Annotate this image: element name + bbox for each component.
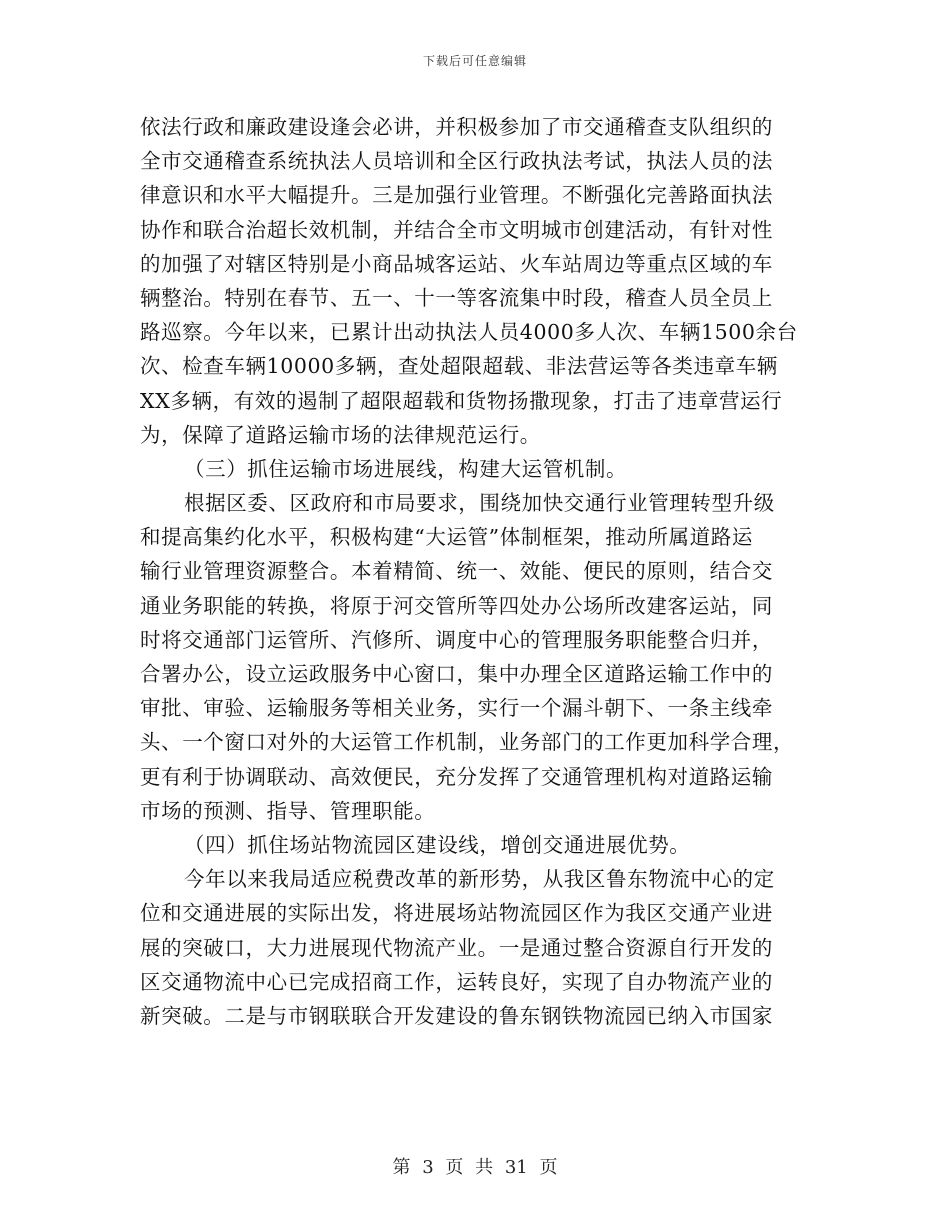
text-line: 次、检查车辆10000多辆，查处超限超载、非法营运等各类违章车辆 <box>140 354 778 379</box>
text-line: 时将交通部门运管所、汽修所、调度中心的管理服务职能整合归并， <box>140 627 773 652</box>
text-line: 根据区委、区政府和市局要求，围绕加快交通行业管理转型升级 <box>184 491 775 516</box>
text-line: （三）抓住运输市场进展线，构建大运管机制。 <box>184 456 628 481</box>
text-line: 输行业管理资源整合。本着精简、统一、效能、便民的原则，结合交 <box>140 559 773 584</box>
text-line: 为，保障了道路运输市场的法律规范运行。 <box>140 422 541 447</box>
text-line: 辆整治。特别在春节、五一、十一等客流集中时段，稽查人员全员上 <box>140 285 773 310</box>
text-line: 市场的预测、指导、管理职能。 <box>140 798 436 823</box>
text-line: 路巡察。今年以来，已累计出动执法人员4000多人次、车辆1500余台 <box>140 320 798 345</box>
text-line: 位和交通进展的实际出发，将进展场站物流园区作为我区交通产业进 <box>140 901 773 926</box>
text-line: （四）抓住场站物流园区建设线，增创交通进展优势。 <box>184 832 691 857</box>
text-line: 依法行政和廉政建设逢会必讲，并积极参加了市交通稽查支队组织的 <box>140 115 773 139</box>
document-body <box>140 110 810 1033</box>
page-footer: 第 3 页 共 31 页 <box>392 1157 558 1178</box>
text-line: 协作和联合治超长效机制，并结合全市文明城市创建活动，有针对性 <box>140 217 773 242</box>
text-line: 区交通物流中心已完成招商工作，运转良好，实现了自办物流产业的 <box>140 969 773 994</box>
text-line: 展的突破口，大力进展现代物流产业。一是通过整合资源自行开发的 <box>140 935 773 960</box>
text-line: 新突破。二是与市钢联联合开发建设的鲁东钢铁物流园已纳入市国家 <box>140 1003 773 1028</box>
text-line: 和提高集约化水平，积极构建“大运管”体制框架，推动所属道路运 <box>140 525 753 550</box>
text-line: 通业务职能的转换，将原于河交管所等四处办公场所改建客运站，同 <box>140 593 773 618</box>
text-line: XX多辆，有效的遏制了超限超载和货物扬撒现象，打击了违章营运行 <box>140 388 783 413</box>
text-line: 的加强了对辖区特别是小商品城客运站、火车站周边等重点区域的车 <box>140 251 773 276</box>
text-line: 更有利于协调联动、高效便民，充分发挥了交通管理机构对道路运输 <box>140 764 773 789</box>
text-line: 合署办公，设立运政服务中心窗口，集中办理全区道路运输工作中的 <box>140 662 773 686</box>
text-line: 审批、审验、运输服务等相关业务，实行一个漏斗朝下、一条主线牵 <box>140 696 773 721</box>
text-line: 律意识和水平大幅提升。三是加强行业管理。不断强化完善路面执法 <box>140 183 773 208</box>
page-header: 下载后可任意编辑 <box>422 54 527 68</box>
text-line: 全市交通稽查系统执法人员培训和全区行政执法考试，执法人员的法 <box>140 149 773 174</box>
text-line: 今年以来我局适应税费改革的新形势，从我区鲁东物流中心的定 <box>184 867 775 892</box>
text-line: 头、一个窗口对外的大运管工作机制，业务部门的工作更加科学合理， <box>140 730 795 755</box>
